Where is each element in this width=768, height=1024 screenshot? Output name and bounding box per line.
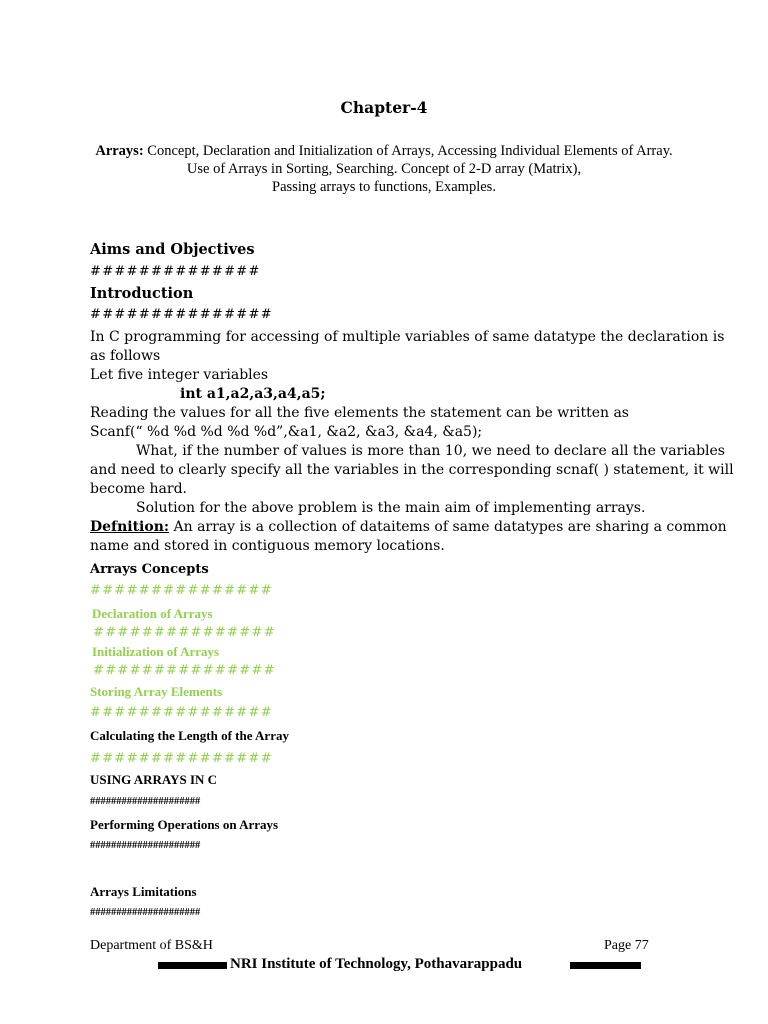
- storing-subheading: Storing Array Elements: [90, 684, 223, 699]
- definition-label: Defnition:: [90, 519, 170, 535]
- topics-line-3: Passing arrays to functions, Examples.: [272, 179, 496, 195]
- chapter-title: Chapter-4: [340, 98, 428, 117]
- code-declaration: int a1,a2,a3,a4,a5;: [180, 386, 326, 402]
- limitations-hash: #####################: [90, 907, 201, 918]
- solution-line: Solution for the above problem is the main aim of implementing arrays.: [136, 500, 646, 516]
- what-line-3: become hard.: [90, 481, 187, 497]
- footer-bar-right: [570, 962, 641, 969]
- introduction-heading: Introduction: [90, 285, 194, 302]
- introduction-hash: ###############: [90, 307, 273, 322]
- limitations-heading: Arrays Limitations: [90, 884, 197, 899]
- topics-label: Arrays:: [95, 143, 144, 159]
- calculating-length-hash: ###############: [90, 751, 273, 766]
- declaration-hash: ###############: [93, 625, 276, 640]
- scanf-line: Scanf(“ %d %d %d %d %d”,&a1, &a2, &a3, &a4, &a5);: [90, 424, 483, 440]
- what-line-1: What, if the number of values is more than 10, we need to declare all the variables: [136, 443, 725, 459]
- footer-bar-left: [158, 962, 227, 969]
- intro-paragraph-line-2: as follows: [90, 348, 161, 364]
- calculating-length-heading: Calculating the Length of the Array: [90, 728, 289, 743]
- what-line-2: and need to clearly specify all the variables in the corresponding scnaf( ) statement, it will: [90, 462, 734, 478]
- initialization-subheading: Initialization of Arrays: [92, 644, 220, 659]
- footer-department: Department of BS&H: [90, 938, 213, 953]
- topics-line-2: Use of Arrays in Sorting, Searching. Concept of 2-D array (Matrix),: [186, 161, 582, 177]
- footer-page-number: Page 77: [604, 938, 649, 953]
- let-line: Let five integer variables: [90, 367, 269, 383]
- operations-heading: Performing Operations on Arrays: [90, 817, 279, 832]
- definition-line-1: [90, 519, 727, 535]
- arrays-concepts-heading: Arrays Concepts: [90, 562, 209, 577]
- initialization-hash: ###############: [93, 663, 276, 678]
- reading-line: Reading the values for all the five elements the statement can be written as: [90, 405, 629, 421]
- definition-line-2: name and stored in contiguous memory locations.: [90, 538, 445, 554]
- storing-hash: ###############: [90, 705, 273, 720]
- operations-hash: #####################: [90, 840, 201, 851]
- definition-text: An array is a collection of dataitems of same datatypes are sharing a common: [169, 519, 727, 535]
- topics-line-1: [0, 143, 768, 160]
- topics-line-1-text: Concept, Declaration and Initialization of Arrays, Accessing Individual Elements of Array.: [143, 143, 673, 159]
- declaration-subheading: Declaration of Arrays: [92, 606, 213, 621]
- arrays-concepts-hash: ###############: [90, 583, 273, 598]
- using-arrays-hash: #####################: [90, 796, 201, 807]
- footer-institute: NRI Institute of Technology, Pothavarappadu: [230, 956, 523, 972]
- using-arrays-heading: USING ARRAYS IN C: [90, 772, 218, 787]
- aims-hash: ##############: [90, 264, 261, 279]
- intro-paragraph-line-1: In C programming for accessing of multiple variables of same datatype the declaration is: [90, 329, 725, 345]
- aims-heading: Aims and Objectives: [90, 241, 255, 258]
